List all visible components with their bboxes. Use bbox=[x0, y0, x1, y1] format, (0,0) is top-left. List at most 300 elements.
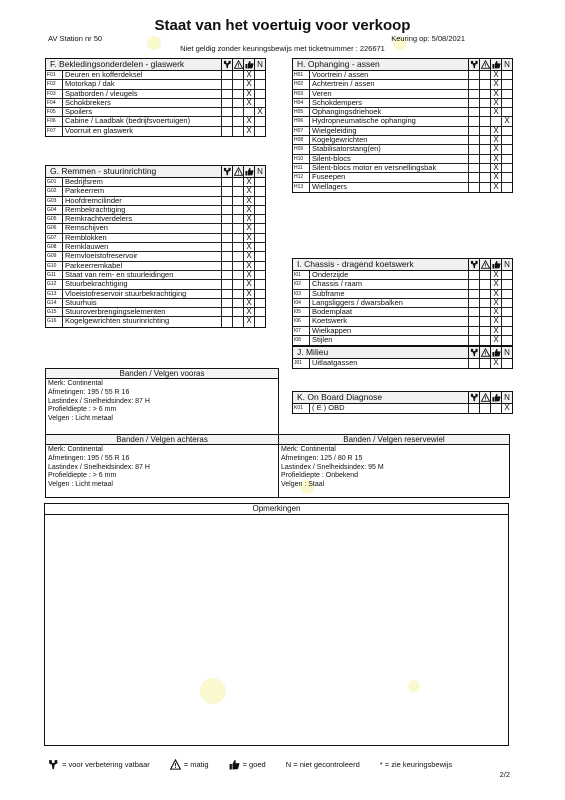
mark-improvable bbox=[221, 178, 232, 186]
item-label: Remkrachtverdelers bbox=[65, 215, 133, 224]
item-code: I08 bbox=[293, 336, 310, 345]
tyres-spare-title: Banden / Velgen reservewiel bbox=[279, 435, 509, 445]
mark-not-checked bbox=[254, 178, 265, 186]
item-label: Remvloeistofreservoir bbox=[65, 252, 138, 261]
mark-good: X bbox=[490, 317, 501, 325]
tyres-rear bbox=[45, 434, 279, 498]
mark-not-checked bbox=[501, 136, 512, 144]
mark-not-checked bbox=[501, 127, 512, 135]
mark-improvable bbox=[221, 299, 232, 307]
mark-not-checked bbox=[254, 308, 265, 316]
tyres-rear-rims: Velgen : Licht metaal bbox=[48, 481, 113, 489]
thumbs-up-icon bbox=[243, 166, 254, 177]
checklist-row bbox=[46, 187, 265, 196]
checklist-row bbox=[293, 71, 512, 80]
mark-not-checked bbox=[254, 80, 265, 88]
mark-moderate bbox=[232, 262, 243, 270]
item-code: I04 bbox=[293, 299, 310, 307]
item-label: Rembekrachtiging bbox=[65, 205, 126, 214]
legend-star bbox=[380, 760, 452, 769]
legend-wrench-text: = voor verbetering vatbaar bbox=[62, 760, 150, 769]
item-code: G10 bbox=[46, 262, 63, 270]
mark-improvable bbox=[468, 271, 479, 279]
item-label: Stabilisatorstang(en) bbox=[312, 145, 381, 154]
mark-moderate bbox=[232, 290, 243, 298]
mark-improvable bbox=[221, 117, 232, 125]
mark-moderate bbox=[479, 299, 490, 307]
mark-improvable bbox=[468, 164, 479, 172]
checklist-row bbox=[46, 90, 265, 99]
item-code: I06 bbox=[293, 317, 310, 325]
checklist-row bbox=[293, 336, 512, 345]
checklist-row bbox=[46, 178, 265, 187]
remarks-title: Opmerkingen bbox=[45, 504, 508, 515]
mark-moderate bbox=[232, 308, 243, 316]
item-code: F07 bbox=[46, 127, 63, 136]
mark-improvable bbox=[221, 215, 232, 223]
tyres-rear-title: Banden / Velgen achteras bbox=[46, 435, 278, 445]
tyres-spare-load-index: Lastindex / Snelheidsindex: 95 M bbox=[281, 463, 384, 471]
mark-good: X bbox=[490, 271, 501, 279]
checklist-row bbox=[46, 127, 265, 136]
mark-moderate bbox=[479, 327, 490, 335]
mark-improvable bbox=[221, 243, 232, 251]
section-h-header bbox=[293, 59, 512, 71]
item-label: Silent-blocs bbox=[312, 154, 351, 163]
section-g-header bbox=[46, 166, 265, 178]
warning-icon bbox=[479, 347, 490, 358]
checklist-row bbox=[293, 299, 512, 308]
mark-not-checked bbox=[501, 90, 512, 98]
item-label: ( E ) OBD bbox=[312, 404, 345, 412]
thumbs-up-icon bbox=[490, 392, 501, 403]
mark-improvable bbox=[221, 290, 232, 298]
mark-good bbox=[490, 117, 501, 125]
mark-improvable bbox=[468, 155, 479, 163]
mark-moderate bbox=[479, 155, 490, 163]
mark-improvable bbox=[468, 290, 479, 298]
mark-improvable bbox=[221, 224, 232, 232]
mark-not-checked bbox=[501, 173, 512, 181]
checklist-row bbox=[293, 108, 512, 117]
checklist-row bbox=[293, 327, 512, 336]
section-k-header bbox=[293, 392, 512, 404]
mark-improvable bbox=[221, 308, 232, 316]
section-f bbox=[45, 58, 266, 137]
mark-improvable bbox=[221, 252, 232, 260]
legend bbox=[48, 759, 508, 770]
mark-moderate bbox=[232, 127, 243, 136]
wrench-icon bbox=[468, 259, 479, 270]
item-label: Stuurbekrachtiging bbox=[65, 280, 128, 289]
mark-moderate bbox=[479, 164, 490, 172]
item-label: Langsliggers / dwarsbalken bbox=[312, 298, 403, 307]
remarks-box bbox=[44, 503, 509, 746]
checklist-row bbox=[293, 404, 512, 413]
warning-icon bbox=[232, 166, 243, 177]
checklist-row bbox=[293, 183, 512, 192]
checklist-row bbox=[293, 173, 512, 182]
checklist-row bbox=[46, 252, 265, 261]
thumbs-up-icon bbox=[490, 259, 501, 270]
checklist-row bbox=[293, 290, 512, 299]
mark-moderate bbox=[479, 290, 490, 298]
item-code: H02 bbox=[293, 80, 310, 88]
mark-not-checked bbox=[501, 317, 512, 325]
mark-improvable bbox=[221, 99, 232, 107]
item-code: G05 bbox=[46, 215, 63, 223]
tyres-rear-tread-depth: Profieldiepte : > 6 mm bbox=[48, 472, 117, 480]
mark-improvable bbox=[221, 206, 232, 214]
mark-good: X bbox=[243, 99, 254, 107]
item-label: Wielkappen bbox=[312, 326, 352, 335]
mark-not-checked bbox=[254, 262, 265, 270]
mark-not-checked bbox=[254, 215, 265, 223]
not-checked-header: N bbox=[254, 59, 265, 70]
mark-not-checked bbox=[254, 317, 265, 326]
checklist-row bbox=[293, 317, 512, 326]
tyres-front bbox=[45, 368, 279, 435]
mark-not-checked bbox=[254, 271, 265, 279]
mark-not-checked bbox=[254, 299, 265, 307]
warning-icon bbox=[232, 59, 243, 70]
mark-not-checked bbox=[501, 280, 512, 288]
tyres-spare-tread-depth: Profieldiepte : Onbekend bbox=[281, 472, 359, 480]
item-label: Remschijven bbox=[65, 224, 108, 233]
item-code: G09 bbox=[46, 252, 63, 260]
checklist-row bbox=[46, 197, 265, 206]
checklist-row bbox=[293, 117, 512, 126]
checklist-row bbox=[293, 359, 512, 368]
item-code: G14 bbox=[46, 299, 63, 307]
item-label: Stijlen bbox=[312, 336, 333, 345]
mark-improvable bbox=[468, 280, 479, 288]
mark-improvable bbox=[468, 127, 479, 135]
mark-improvable bbox=[468, 327, 479, 335]
mark-not-checked bbox=[254, 117, 265, 125]
mark-moderate bbox=[479, 308, 490, 316]
item-code: F06 bbox=[46, 117, 63, 125]
item-label: Hoofdremcilinder bbox=[65, 196, 122, 205]
section-i-title: I. Chassis - dragend koetswerk bbox=[297, 259, 414, 269]
mark-improvable bbox=[221, 127, 232, 136]
section-i-header bbox=[293, 259, 512, 271]
mark-moderate bbox=[479, 183, 490, 192]
checklist-row bbox=[293, 155, 512, 164]
mark-moderate bbox=[232, 178, 243, 186]
checklist-row bbox=[46, 299, 265, 308]
mark-good: X bbox=[490, 155, 501, 163]
item-code: H05 bbox=[293, 108, 310, 116]
mark-moderate bbox=[232, 108, 243, 116]
checklist-row bbox=[46, 117, 265, 126]
checklist-row bbox=[46, 71, 265, 80]
item-code: J01 bbox=[293, 359, 310, 368]
mark-not-checked bbox=[254, 187, 265, 195]
mark-moderate bbox=[232, 80, 243, 88]
mark-not-checked bbox=[501, 359, 512, 368]
section-f-title: F. Bekledingsonderdelen - glaswerk bbox=[50, 59, 185, 69]
mark-good: X bbox=[243, 252, 254, 260]
checklist-row bbox=[293, 271, 512, 280]
warning-icon bbox=[479, 392, 490, 403]
mark-moderate bbox=[232, 215, 243, 223]
item-code: H06 bbox=[293, 117, 310, 125]
mark-not-checked bbox=[501, 108, 512, 116]
mark-improvable bbox=[221, 271, 232, 279]
mark-improvable bbox=[468, 308, 479, 316]
mark-good: X bbox=[490, 173, 501, 181]
legend-wrench bbox=[48, 759, 150, 770]
item-label: Chassis / raam bbox=[312, 280, 363, 289]
item-code: K01 bbox=[293, 404, 310, 413]
item-label: Cabine / Laadbak (bedrijfsvoertuigen) bbox=[65, 117, 191, 126]
item-label: Kogelgewrichten bbox=[312, 136, 368, 145]
mark-improvable bbox=[221, 108, 232, 116]
item-code: H07 bbox=[293, 127, 310, 135]
mark-improvable bbox=[221, 80, 232, 88]
section-k-title: K. On Board Diagnose bbox=[297, 392, 383, 402]
mark-good: X bbox=[490, 80, 501, 88]
tyres-rear-load-index: Lastindex / Snelheidsindex: 87 H bbox=[48, 463, 150, 471]
mark-good: X bbox=[243, 271, 254, 279]
mark-improvable bbox=[468, 136, 479, 144]
mark-improvable bbox=[468, 183, 479, 192]
mark-improvable bbox=[468, 71, 479, 79]
checklist-row bbox=[293, 308, 512, 317]
wrench-icon bbox=[221, 59, 232, 70]
tyres-rear-size: Afmetingen: 195 / 55 R 16 bbox=[48, 454, 130, 462]
mark-moderate bbox=[232, 99, 243, 107]
thumbs-up-icon bbox=[243, 59, 254, 70]
item-label: Remblokken bbox=[65, 233, 107, 242]
mark-improvable bbox=[221, 280, 232, 288]
mark-moderate bbox=[479, 127, 490, 135]
tyres-spare bbox=[278, 434, 510, 498]
mark-not-checked bbox=[254, 71, 265, 79]
item-code: H04 bbox=[293, 99, 310, 107]
checklist-row bbox=[46, 215, 265, 224]
item-label: Stuurhuis bbox=[65, 298, 97, 307]
item-code: H12 bbox=[293, 173, 310, 181]
mark-good: X bbox=[243, 80, 254, 88]
checklist-row bbox=[46, 206, 265, 215]
mark-not-checked bbox=[501, 336, 512, 345]
mark-moderate bbox=[232, 271, 243, 279]
mark-good: X bbox=[490, 327, 501, 335]
mark-good: X bbox=[243, 262, 254, 270]
mark-good: X bbox=[243, 127, 254, 136]
mark-moderate bbox=[479, 359, 490, 368]
mark-improvable bbox=[221, 187, 232, 195]
mark-not-checked bbox=[501, 308, 512, 316]
item-code: G13 bbox=[46, 290, 63, 298]
item-label: Motorkap / dak bbox=[65, 80, 115, 89]
mark-not-checked bbox=[254, 252, 265, 260]
mark-good: X bbox=[243, 90, 254, 98]
mark-moderate bbox=[479, 71, 490, 79]
item-label: Wiellagers bbox=[312, 182, 348, 191]
section-i bbox=[292, 258, 513, 346]
item-code: I02 bbox=[293, 280, 310, 288]
checklist-row bbox=[293, 127, 512, 136]
mark-not-checked bbox=[501, 327, 512, 335]
mark-not-checked bbox=[501, 99, 512, 107]
mark-moderate bbox=[479, 145, 490, 153]
mark-moderate bbox=[479, 117, 490, 125]
checklist-row bbox=[46, 290, 265, 299]
tyres-spare-rims: Velgen : Staal bbox=[281, 481, 325, 489]
mark-good: X bbox=[490, 164, 501, 172]
item-code: F05 bbox=[46, 108, 63, 116]
tyres-spare-size: Afmetingen: 125 / 80 R 15 bbox=[281, 454, 363, 462]
item-label: Parkeerrem bbox=[65, 187, 105, 196]
mark-not-checked bbox=[254, 206, 265, 214]
checklist-row bbox=[293, 280, 512, 289]
mark-good: X bbox=[243, 224, 254, 232]
mark-improvable bbox=[221, 90, 232, 98]
warning-icon bbox=[479, 259, 490, 270]
mark-good: X bbox=[243, 280, 254, 288]
mark-moderate bbox=[232, 206, 243, 214]
mark-good: X bbox=[243, 234, 254, 242]
not-checked-header: N bbox=[501, 59, 512, 70]
mark-good: X bbox=[243, 187, 254, 195]
wrench-icon bbox=[468, 392, 479, 403]
item-label: Wielgeleiding bbox=[312, 126, 357, 135]
item-code: H01 bbox=[293, 71, 310, 79]
section-j bbox=[292, 346, 513, 369]
section-h-title: H. Ophanging - assen bbox=[297, 59, 380, 69]
mark-not-checked bbox=[254, 290, 265, 298]
mark-good: X bbox=[243, 290, 254, 298]
section-f-header bbox=[46, 59, 265, 71]
legend-thumb bbox=[229, 759, 266, 770]
mark-good: X bbox=[490, 127, 501, 135]
mark-improvable bbox=[468, 90, 479, 98]
mark-moderate bbox=[479, 280, 490, 288]
item-code: I05 bbox=[293, 308, 310, 316]
mark-moderate bbox=[232, 197, 243, 205]
mark-improvable bbox=[468, 117, 479, 125]
mark-moderate bbox=[479, 80, 490, 88]
mark-moderate bbox=[232, 90, 243, 98]
mark-not-checked bbox=[254, 99, 265, 107]
item-label: Staat van rem- en stuurleidingen bbox=[65, 270, 174, 279]
legend-warning-text: = matig bbox=[183, 760, 209, 769]
tyres-rear-brand: Merk: Continental bbox=[48, 446, 103, 453]
checklist-row bbox=[293, 80, 512, 89]
mark-improvable bbox=[468, 336, 479, 345]
mark-not-checked bbox=[501, 290, 512, 298]
item-label: Schokbrekers bbox=[65, 98, 111, 107]
mark-improvable bbox=[468, 80, 479, 88]
checklist-row bbox=[293, 145, 512, 154]
item-label: Subframe bbox=[312, 289, 345, 298]
item-label: Remklauwen bbox=[65, 243, 109, 252]
tyres-spare-brand: Merk: Continental bbox=[281, 446, 336, 453]
item-code: H09 bbox=[293, 145, 310, 153]
item-code: F01 bbox=[46, 71, 63, 79]
mark-good: X bbox=[490, 336, 501, 345]
item-code: G11 bbox=[46, 271, 63, 279]
mark-not-checked: X bbox=[254, 108, 265, 116]
checklist-row bbox=[46, 80, 265, 89]
mark-moderate bbox=[479, 99, 490, 107]
legend-thumb-text: = goed bbox=[242, 760, 266, 769]
mark-moderate bbox=[232, 280, 243, 288]
mark-improvable bbox=[221, 317, 232, 326]
item-code: I03 bbox=[293, 290, 310, 298]
tyres-front-load-index: Lastindex / Snelheidsindex: 87 H bbox=[48, 397, 150, 405]
warning-icon bbox=[479, 59, 490, 70]
mark-good: X bbox=[490, 136, 501, 144]
mark-improvable bbox=[468, 404, 479, 413]
mark-moderate bbox=[232, 317, 243, 326]
mark-not-checked bbox=[501, 71, 512, 79]
checklist-row bbox=[293, 90, 512, 99]
item-label: Onderzijde bbox=[312, 271, 349, 279]
item-code: G12 bbox=[46, 280, 63, 288]
checklist-row bbox=[46, 243, 265, 252]
page-number: 2/2 bbox=[499, 770, 510, 779]
section-g-title: G. Remmen - stuurinrichting bbox=[50, 166, 157, 176]
item-label: Ophangingsdriehoek bbox=[312, 108, 382, 117]
mark-good: X bbox=[490, 280, 501, 288]
mark-moderate bbox=[232, 117, 243, 125]
mark-improvable bbox=[468, 299, 479, 307]
tyres-front-tread-depth: Profieldiepte : > 6 mm bbox=[48, 406, 117, 414]
checklist-row bbox=[293, 164, 512, 173]
mark-not-checked bbox=[501, 271, 512, 279]
mark-good: X bbox=[243, 71, 254, 79]
section-k bbox=[292, 391, 513, 414]
checklist-row bbox=[46, 234, 265, 243]
not-checked-header: N bbox=[501, 259, 512, 270]
item-code: G07 bbox=[46, 234, 63, 242]
item-code: G04 bbox=[46, 206, 63, 214]
item-label: Vloeistofreservoir stuurbekrachtiging bbox=[65, 289, 187, 298]
item-code: G08 bbox=[46, 243, 63, 251]
thumbs-up-icon bbox=[490, 59, 501, 70]
mark-not-checked bbox=[254, 243, 265, 251]
checklist-row bbox=[46, 108, 265, 117]
item-code: F04 bbox=[46, 99, 63, 107]
item-code: I01 bbox=[293, 271, 310, 279]
mark-moderate bbox=[232, 224, 243, 232]
mark-improvable bbox=[468, 99, 479, 107]
checklist-row bbox=[293, 99, 512, 108]
mark-improvable bbox=[221, 197, 232, 205]
legend-not-checked-text: N = niet gecontroleerd bbox=[285, 760, 360, 769]
mark-moderate bbox=[479, 108, 490, 116]
not-checked-header: N bbox=[501, 392, 512, 403]
mark-moderate bbox=[232, 234, 243, 242]
section-h bbox=[292, 58, 513, 193]
item-label: Bedrijfsrem bbox=[65, 178, 103, 186]
item-code: G03 bbox=[46, 197, 63, 205]
checklist-row bbox=[46, 280, 265, 289]
item-label: Schokdempers bbox=[312, 98, 363, 107]
item-code: G06 bbox=[46, 224, 63, 232]
mark-improvable bbox=[468, 317, 479, 325]
item-code: G16 bbox=[46, 317, 63, 326]
mark-moderate bbox=[479, 173, 490, 181]
mark-improvable bbox=[221, 71, 232, 79]
item-code: H08 bbox=[293, 136, 310, 144]
item-label: Hydropneumatische ophanging bbox=[312, 117, 416, 126]
mark-good bbox=[490, 404, 501, 413]
